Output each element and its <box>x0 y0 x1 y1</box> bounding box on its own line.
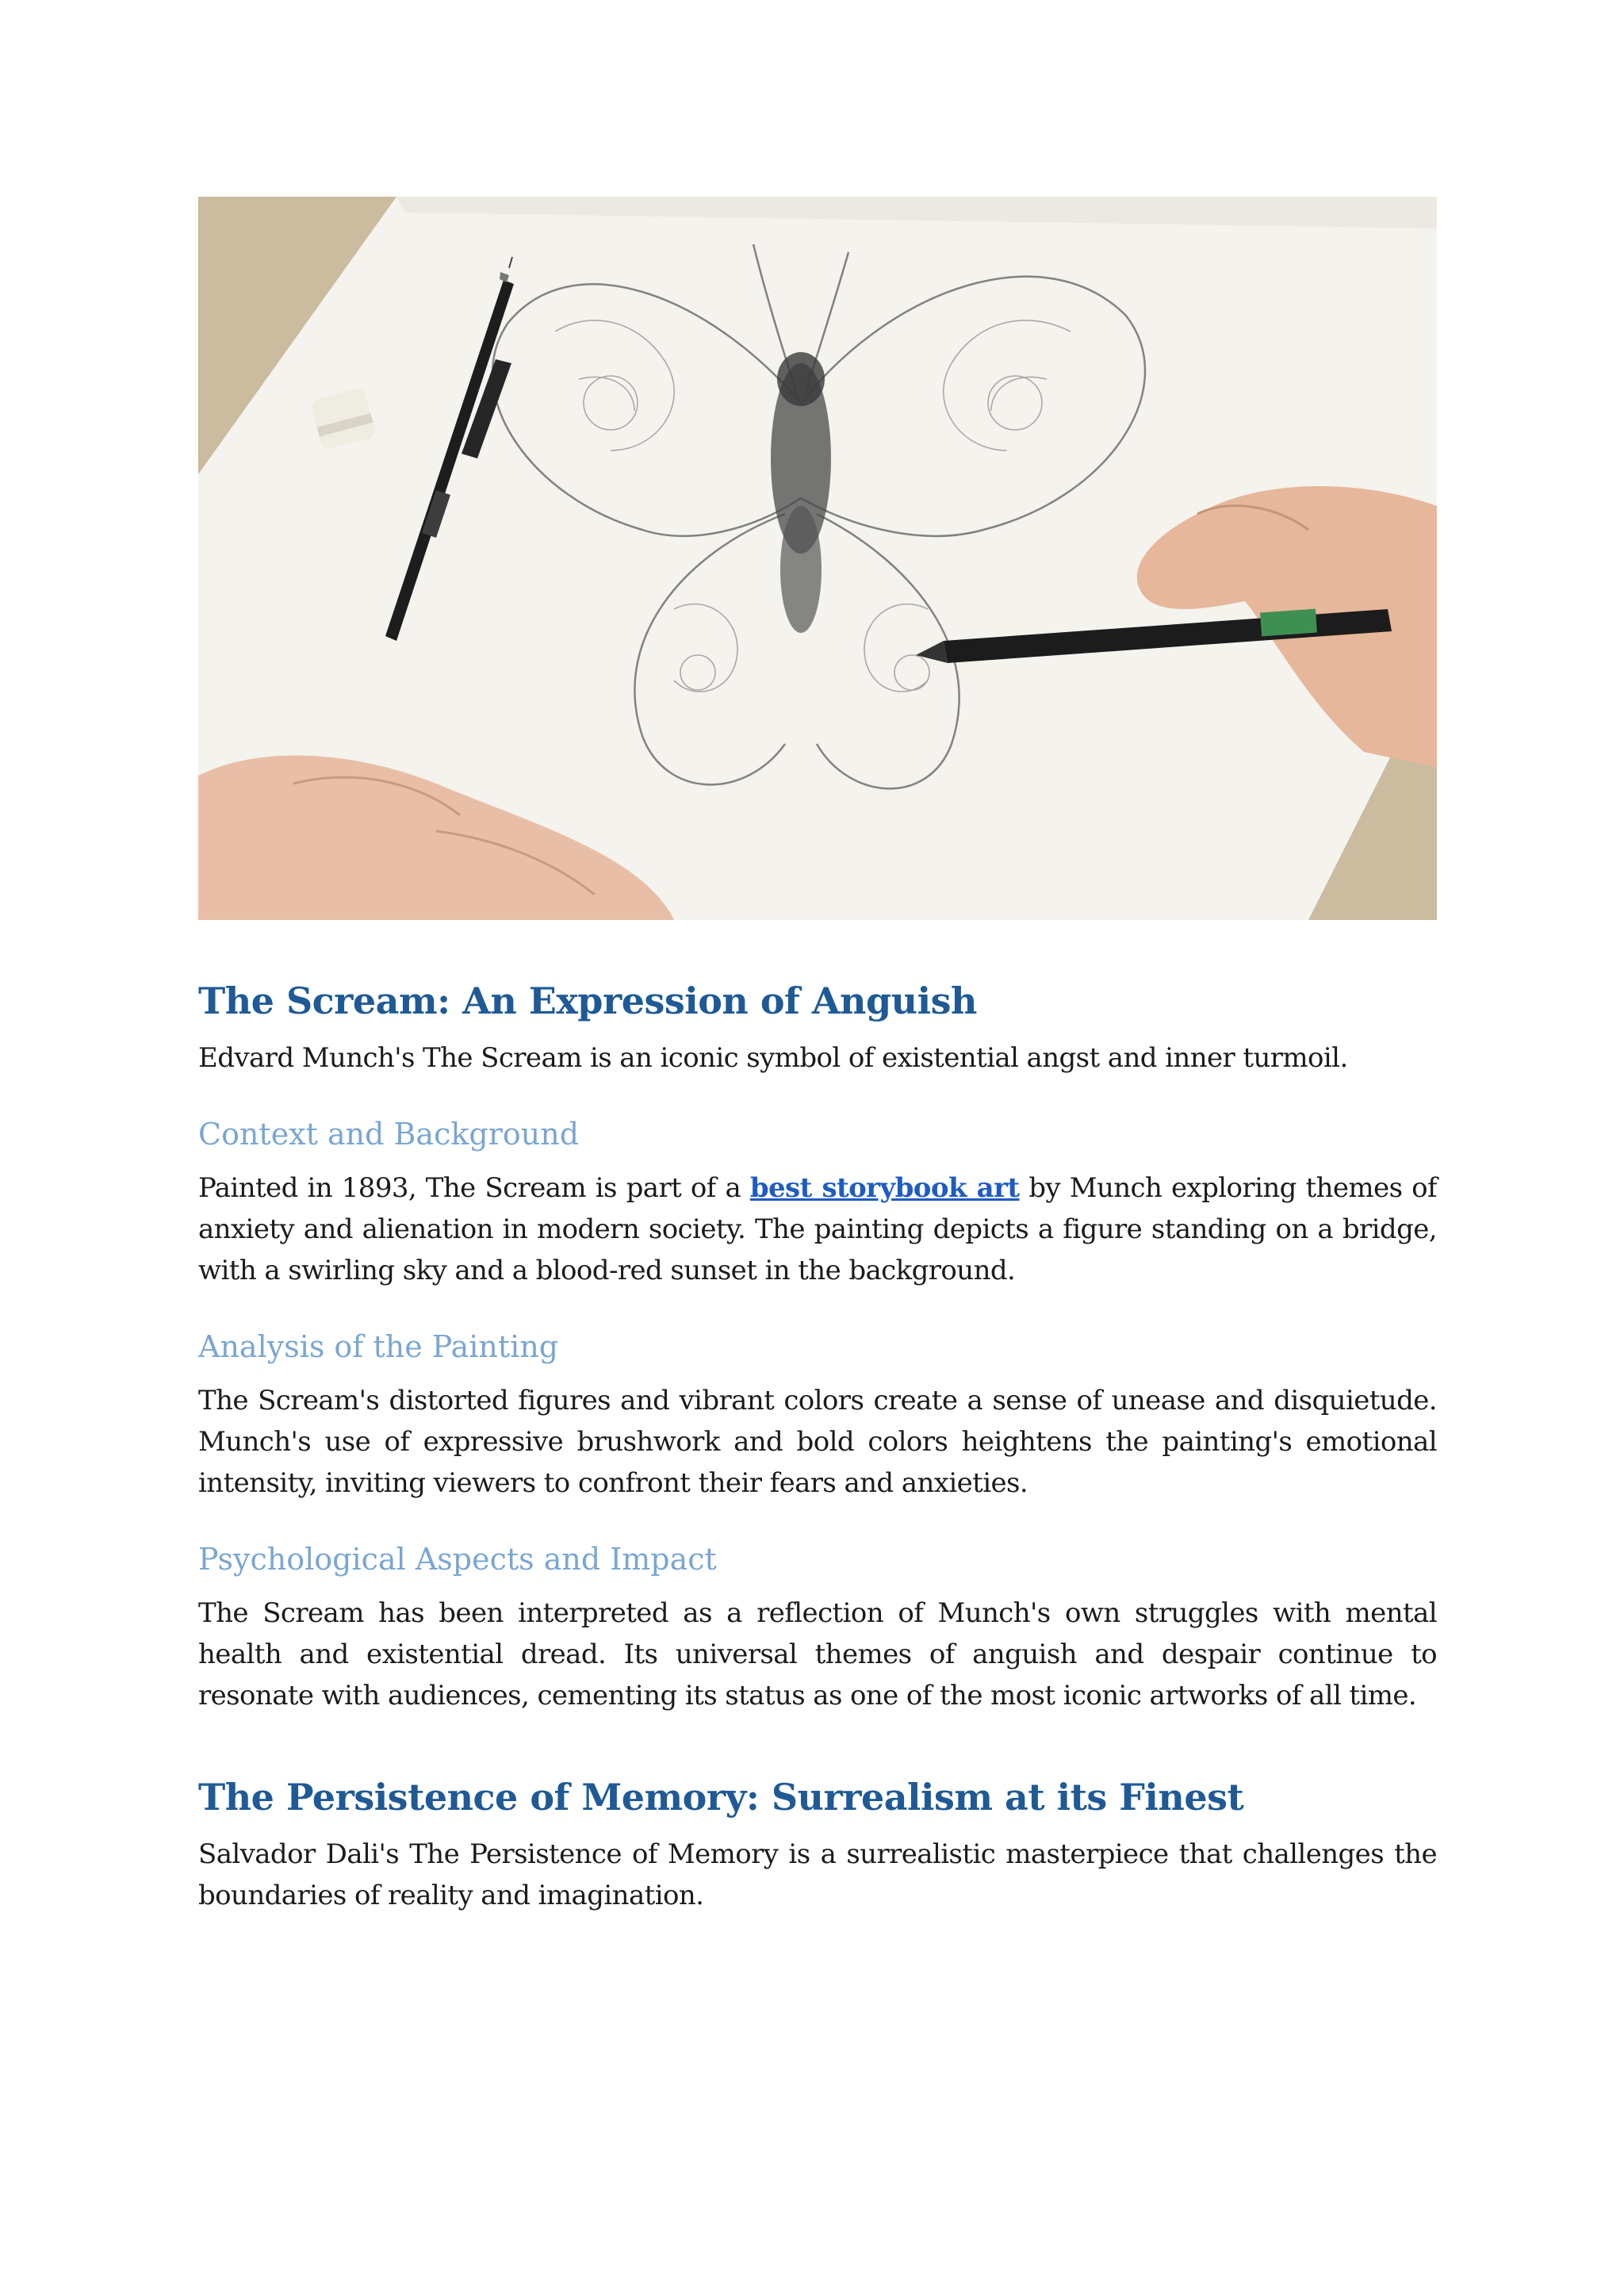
hero-image <box>198 197 1437 920</box>
section-title-scream: The Scream: An Expression of Anguish <box>198 979 977 1022</box>
subsection-title-context: Context and Background <box>198 1117 580 1152</box>
paragraph-psychological: The Scream has been interpreted as a reflection of Munch's own struggles with mental health and existential dread. Its universal themes of anguish and despair continue to resonate with audiences, cementing its status as one of the most iconic artworks of all time. <box>198 1597 1437 1711</box>
subsection-title-psychological: Psychological Aspects and Impact <box>198 1542 717 1577</box>
section-title-persistence: The Persistence of Memory: Surrealism at its Finest <box>198 1776 1244 1819</box>
paragraph-analysis: The Scream's distorted figures and vibrant colors create a sense of unease and disquietude. Munch's use of expressive brushwork and bold colors heightens the painting's emotional intensity, inviting viewers to confront their fears and anxieties. <box>198 1385 1437 1499</box>
document-page <box>198 197 1437 1916</box>
paragraph-context-rest: by Munch exploring themes of anxiety and alienation in modern society. The painting depicts a figure standing on a bridge, with a swirling sky and a blood-red sunset in the background. <box>198 1172 1437 1286</box>
section-intro-persistence: Salvador Dali's The Persistence of Memory is a surrealistic masterpiece that challenges the boundaries of reality and imagination. <box>198 1838 1437 1911</box>
paragraph-context-lead: Painted in 1893, The Scream is part of a <box>198 1172 750 1204</box>
paragraph-context <box>198 1167 1437 1291</box>
storybook-art-link[interactable]: best storybook art <box>749 1172 1020 1204</box>
drawing-photo-icon <box>198 197 1437 920</box>
section-intro-scream: Edvard Munch's The Scream is an iconic symbol of existential angst and inner turmoil. <box>198 1042 1348 1074</box>
subsection-title-analysis: Analysis of the Painting <box>198 1329 559 1364</box>
